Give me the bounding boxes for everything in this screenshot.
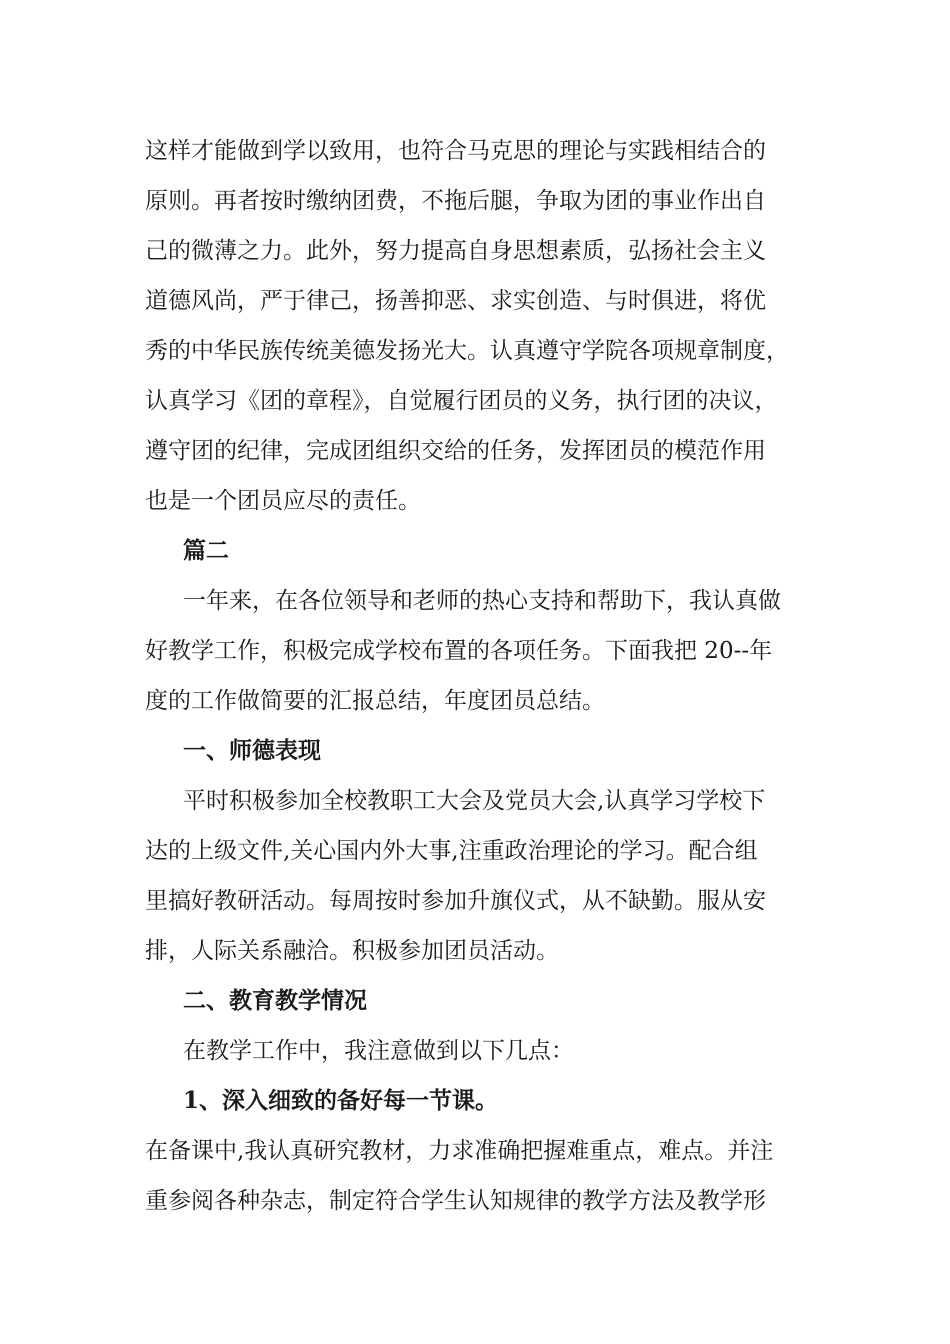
body-text-line: 道德风尚，严于律己，扬善抑恶、求实创造、与时俱进，将优 [145,288,766,314]
section-heading: 二、教育教学情况 [183,987,367,1014]
body-text-line: 在备课中,我认真研究教材，力求准确把握难重点，难点。并注 [145,1138,774,1164]
body-text-line: 度的工作做简要的汇报总结，年度团员总结。 [145,688,605,714]
body-text-line: 己的微薄之力。此外，努力提高自身思想素质，弘扬社会主义 [145,238,766,264]
body-text-line: 秀的中华民族传统美德发扬光大。认真遵守学院各项规章制度， [145,338,789,364]
body-text-line: 重参阅各种杂志，制定符合学生认知规律的教学方法及教学形 [145,1188,766,1214]
body-text-line: 一年来，在各位领导和老师的热心支持和帮助下，我认真做 [183,588,781,614]
body-text-line: 里搞好教研活动。每周按时参加升旗仪式，从不缺勤。服从安 [145,888,766,914]
section-heading: 一、师德表现 [183,737,321,764]
body-text-line: 也是一个团员应尽的责任。 [145,488,421,514]
body-text-line: 好教学工作，积极完成学校布置的各项任务。下面我把 20--年 [145,638,773,664]
body-text-line: 在教学工作中，我注意做到以下几点： [183,1038,574,1064]
body-text-line: 遵守团的纪律，完成团组织交给的任务，发挥团员的模范作用 [145,438,766,464]
body-text-line: 排，人际关系融洽。积极参加团员活动。 [145,938,559,964]
body-text-line: 平时积极参加全校教职工大会及党员大会,认真学习学校下 [183,788,766,814]
body-text-line: 达的上级文件,关心国内外大事,注重政治理论的学习。配合组 [145,838,758,864]
subsection-heading: 1、深入细致的备好每一节课。 [183,1087,499,1114]
body-text-line: 这样才能做到学以致用，也符合马克思的理论与实践相结合的 [145,138,766,164]
body-text-line: 原则。再者按时缴纳团费，不拖后腿，争取为团的事业作出自 [145,188,766,214]
section-heading: 篇二 [183,537,229,564]
body-text-line: 认真学习《团的章程》，自觉履行团员的义务，执行团的决议， [145,388,778,414]
